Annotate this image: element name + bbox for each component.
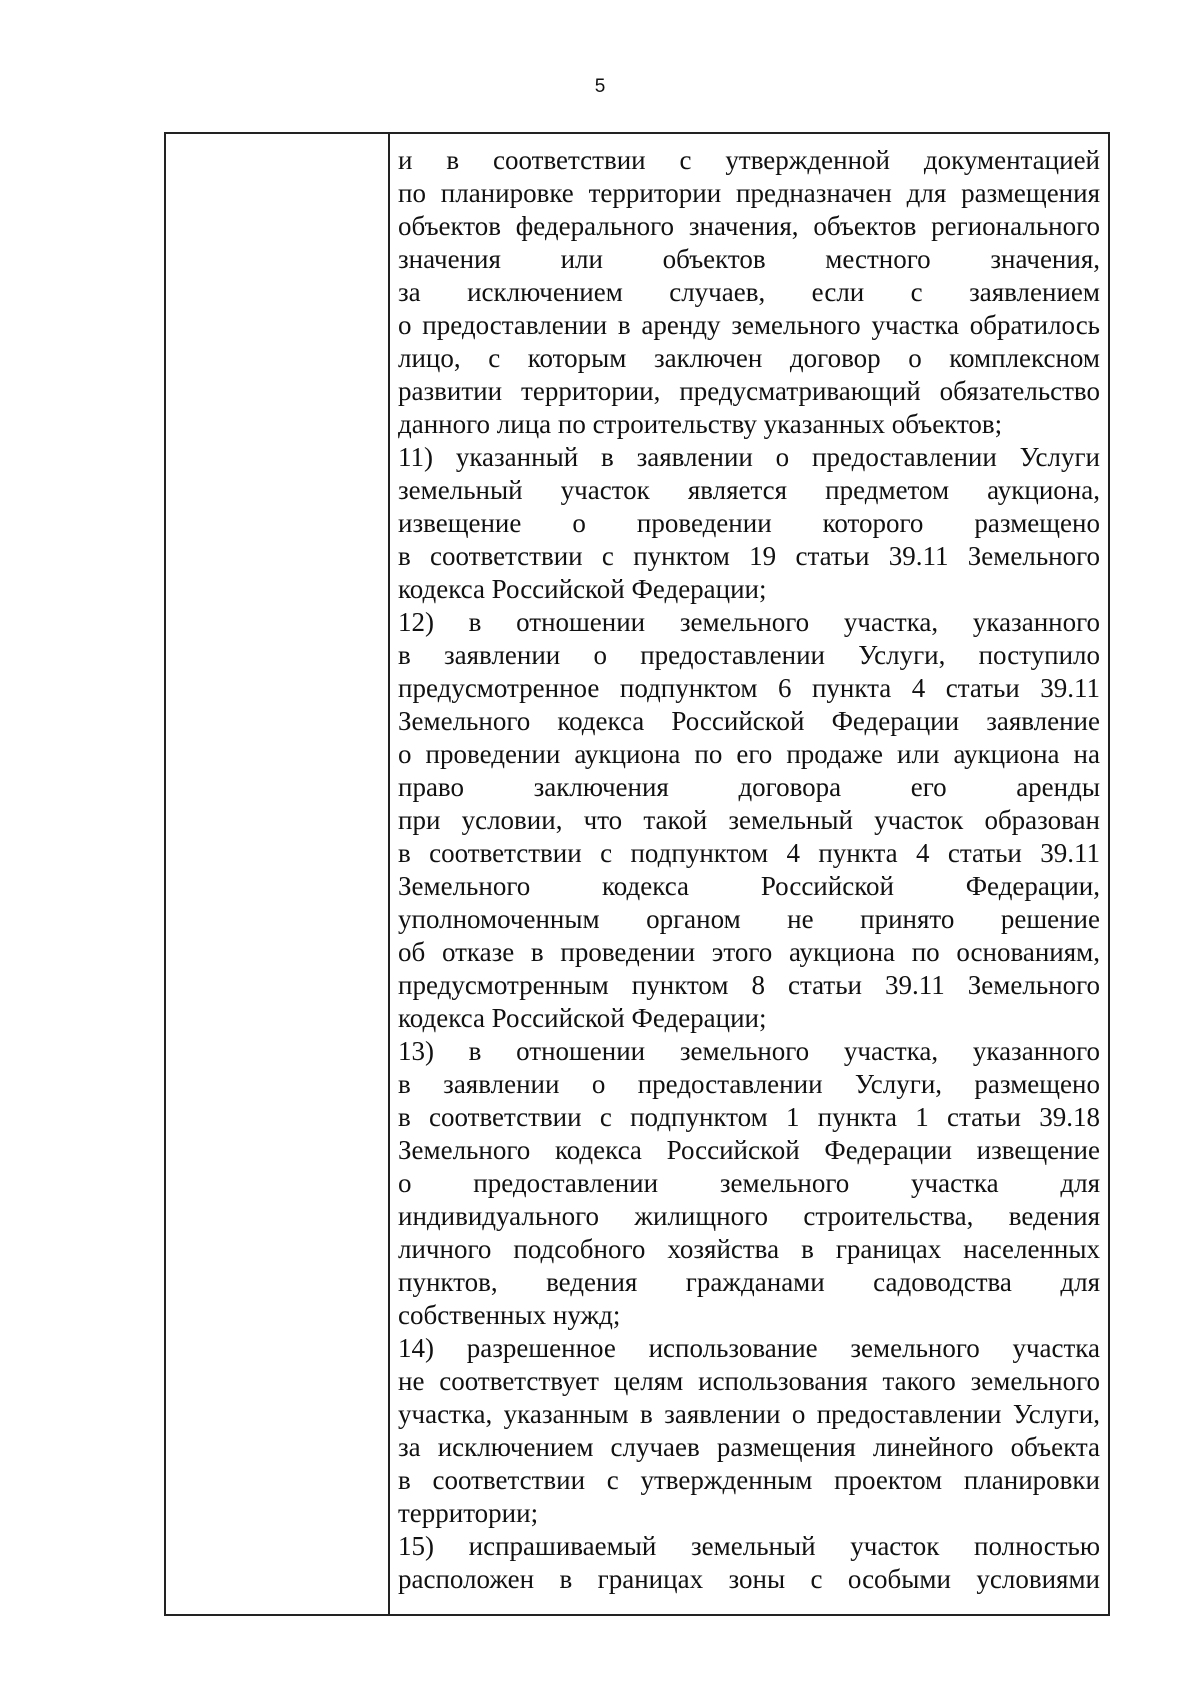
text-line: значения или объектов местного значения, — [398, 244, 1100, 274]
text-line: собственных нужд; — [398, 1300, 621, 1330]
table-right-cell — [390, 134, 1108, 1614]
text-line: в заявлении о предоставлении Услуги, поступило — [398, 640, 1100, 670]
text-line: уполномоченным органом не принято решение — [398, 904, 1100, 934]
page-number: 5 — [594, 76, 606, 97]
text-line: в соответствии с пунктом 19 статьи 39.11 Земельного — [398, 541, 1100, 571]
text-line: о предоставлении земельного участка для — [398, 1168, 1100, 1198]
text-line: 12) в отношении земельного участка, указанного — [398, 607, 1100, 637]
text-line: в соответствии с подпунктом 4 пункта 4 статьи 39.11 — [398, 838, 1100, 868]
text-line: пунктов, ведения гражданами садоводства для — [398, 1267, 1100, 1297]
text-line: 11) указанный в заявлении о предоставлении Услуги — [398, 442, 1100, 472]
text-line: расположен в границах зоны с особыми условиями — [398, 1564, 1100, 1594]
document-table — [164, 132, 1110, 1616]
text-line: извещение о проведении которого размещено — [398, 508, 1100, 538]
text-line: в заявлении о предоставлении Услуги, размещено — [398, 1069, 1100, 1099]
text-line: за исключением случаев размещения линейного объекта — [398, 1432, 1100, 1462]
text-line: о проведении аукциона по его продаже или аукциона на — [398, 739, 1100, 769]
text-line: Земельного кодекса Российской Федерации, — [398, 871, 1100, 901]
text-line: территории; — [398, 1498, 539, 1528]
text-line: о предоставлении в аренду земельного участка обратилось — [398, 310, 1100, 340]
text-line: участка, указанным в заявлении о предоставлении Услуги, — [398, 1399, 1100, 1429]
text-line: 13) в отношении земельного участка, указанного — [398, 1036, 1100, 1066]
text-line: и в соответствии с утвержденной документацией — [398, 145, 1100, 175]
text-line: данного лица по строительству указанных объектов; — [398, 409, 1003, 439]
text-line: кодекса Российской Федерации; — [398, 1003, 767, 1033]
text-line: 15) испрашиваемый земельный участок полностью — [398, 1531, 1100, 1561]
text-line: по планировке территории предназначен для размещения — [398, 178, 1100, 208]
text-line: индивидуального жилищного строительства, ведения — [398, 1201, 1100, 1231]
text-line: лицо, с которым заключен договор о комплексном — [398, 343, 1100, 373]
text-line: право заключения договора его аренды — [398, 772, 1100, 802]
text-line: земельный участок является предметом аукциона, — [398, 475, 1100, 505]
text-line: предусмотренным пунктом 8 статьи 39.11 Земельного — [398, 970, 1100, 1000]
text-line: 14) разрешенное использование земельного участка — [398, 1333, 1100, 1363]
text-line: личного подсобного хозяйства в границах населенных — [398, 1234, 1100, 1264]
text-line: Земельного кодекса Российской Федерации заявление — [398, 706, 1100, 736]
text-line: не соответствует целям использования такого земельного — [398, 1366, 1100, 1396]
table-left-cell — [166, 134, 388, 1614]
text-line: объектов федерального значения, объектов регионального — [398, 211, 1100, 241]
text-line: об отказе в проведении этого аукциона по основаниям, — [398, 937, 1100, 967]
text-line: в соответствии с утвержденным проектом планировки — [398, 1465, 1100, 1495]
text-line: развитии территории, предусматривающий обязательство — [398, 376, 1100, 406]
text-line: Земельного кодекса Российской Федерации извещение — [398, 1135, 1100, 1165]
text-line: при условии, что такой земельный участок образован — [398, 805, 1100, 835]
text-line: предусмотренное подпунктом 6 пункта 4 статьи 39.11 — [398, 673, 1100, 703]
text-line: кодекса Российской Федерации; — [398, 574, 767, 604]
text-line: в соответствии с подпунктом 1 пункта 1 статьи 39.18 — [398, 1102, 1100, 1132]
text-line: за исключением случаев, если с заявлением — [398, 277, 1100, 307]
